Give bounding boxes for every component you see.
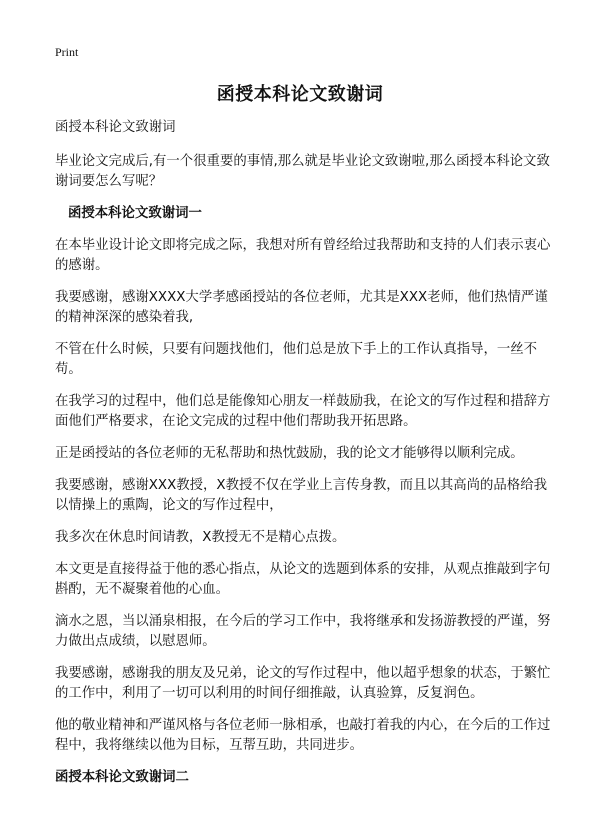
paragraph: 在我学习的过程中，他们总是能像知心朋友一样鼓励我，在论文的写作过程和措辞方面他们严格要求，在论文完成的过程中他们帮助我开拓思路。 bbox=[55, 394, 551, 429]
intro-paragraph: 毕业论文完成后,有一个很重要的事情,那么就是毕业论文致谢啦,那么函授本科论文致谢词要怎么写呢？ bbox=[55, 154, 550, 189]
article-body bbox=[55, 118, 555, 800]
paragraph: 我要感谢，感谢XXX教授，X教授不仅在学业上言传身教，而且以其高尚的品格给我以情操上的熏陶，论文的写作过程中， bbox=[55, 478, 547, 513]
page-title: 函授本科论文致谢词 bbox=[216, 84, 384, 105]
paragraph: 我要感谢，感谢我的朋友及兄弟，论文的写作过程中，他以超乎想象的状态，于繁忙的工作中，利用了一切可以利用的时间仔细推敲，认真验算，反复润色。 bbox=[55, 666, 551, 701]
paragraph: 不管在什么时候，只要有问题找他们，他们总是放下手上的工作认真指导，一丝不苟。 bbox=[55, 342, 538, 377]
print-link[interactable]: Print bbox=[55, 45, 79, 59]
paragraph: 正是函授站的各位老师的无私帮助和热忱鼓励，我的论文才能够得以顺利完成。 bbox=[55, 446, 524, 461]
article-subtitle: 函授本科论文致谢词 bbox=[55, 120, 176, 135]
paragraph: 我要感谢，感谢XXXX大学孝感函授站的各位老师，尤其是XXX老师，他们热情严谨的精神深深的感染着我, bbox=[55, 290, 548, 325]
paragraph: 本文更是直接得益于他的悉心指点，从论文的选题到体系的安排，从观点推敲到字句斟酌，无不凝聚着他的心血。 bbox=[55, 562, 551, 597]
paragraph: 我多次在休息时间请教，X教授无不是精心点拨。 bbox=[55, 530, 346, 545]
section-heading-2: 函授本科论文致谢词二 bbox=[55, 770, 189, 785]
paragraph: 滴水之恩，当以涌泉相报，在今后的学习工作中，我将继承和发扬游教授的严谨，努力做出点成绩，以慰恩师。 bbox=[55, 614, 551, 649]
paragraph: 在本毕业设计论文即将完成之际，我想对所有曾经给过我帮助和支持的人们表示衷心的感谢。 bbox=[55, 238, 551, 273]
section-heading-1: 函授本科论文致谢词一 bbox=[68, 206, 202, 221]
paragraph: 他的敬业精神和严谨风格与各位老师一脉相承，也敲打着我的内心，在今后的工作过程中，我将继续以他为目标，互帮互助，共同进步。 bbox=[55, 718, 551, 753]
